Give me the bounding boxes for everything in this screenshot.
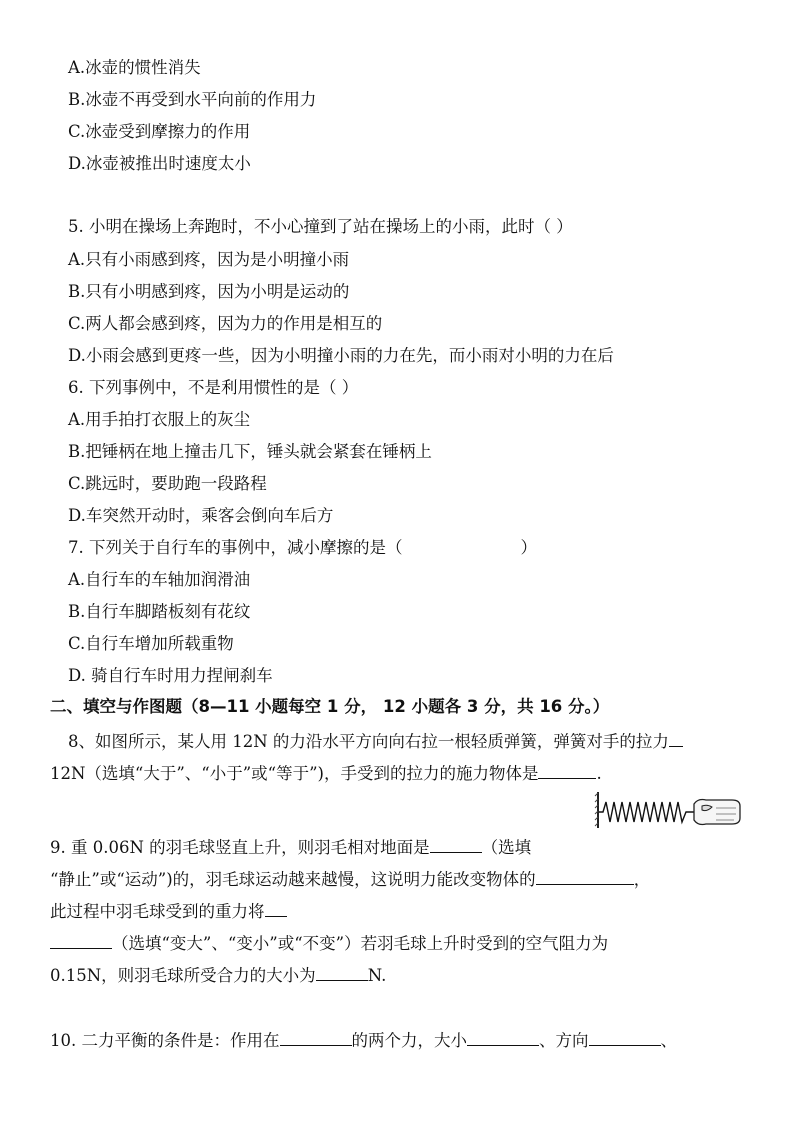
- q8-line-2-text: 12N（选填“大于”、“小于”或“等于”)，手受到的拉力的施力物体是: [50, 764, 539, 783]
- q9-blank-4[interactable]: [316, 964, 368, 981]
- q5-stem: 5. 小明在操场上奔跑时，不小心撞到了站在操场上的小雨，此时（ ）: [68, 217, 573, 236]
- q9-blank-3a[interactable]: [265, 900, 287, 917]
- q9-line-2-text: “静止”或“运动”)的，羽毛球运动越来越慢，这说明力能改变物体的: [50, 870, 536, 889]
- q4-option-b: B.冰壶不再受到水平向前的作用力: [68, 90, 317, 109]
- q6-stem: 6. 下列事例中，不是利用惯性的是（ ）: [68, 378, 359, 397]
- q9-blank-1[interactable]: [430, 836, 482, 853]
- q9-line-2-end: ，: [633, 870, 651, 889]
- q6-option-d: D.车突然开动时，乘客会倒向车后方: [68, 506, 334, 525]
- q5-option-b: B.只有小明感到疼，因为小明是运动的: [68, 282, 350, 301]
- q10-text-b: 的两个力，大小: [351, 1031, 467, 1050]
- q9-line-5-end: N.: [367, 966, 387, 985]
- q9-line-4-text: （选填“变大”、“变小”或“不变”）若羽毛球上升时受到的空气阻力为: [112, 934, 609, 953]
- q9-line-1: [50, 836, 531, 858]
- q8-blank-2[interactable]: [538, 762, 596, 779]
- q7-option-d: D. 骑自行车时用力捏闸刹车: [68, 666, 273, 685]
- q7-option-b: B.自行车脚踏板刻有花纹: [68, 602, 251, 621]
- q9-line-3: [50, 900, 287, 922]
- q5-option-d: D.小雨会感到更疼一些，因为小明撞小雨的力在先，而小雨对小明的力在后: [68, 346, 614, 365]
- q9-line-3-text: 此过程中羽毛球受到的重力将: [50, 902, 265, 921]
- q7-option-a: A.自行车的车轴加润滑油: [68, 570, 251, 589]
- q10-blank-3[interactable]: [589, 1029, 661, 1046]
- q9-blank-3b[interactable]: [50, 932, 112, 949]
- q7-stem-prefix: 7. 下列关于自行车的事例中，减小摩擦的是（: [68, 538, 403, 557]
- q6-option-b: B.把锤柄在地上撞击几下，锤头就会紧套在锤柄上: [68, 442, 432, 461]
- hand-icon: [694, 800, 740, 825]
- q10-blank-1[interactable]: [280, 1029, 352, 1046]
- q9-line-5-text: 0.15N，则羽毛球所受合力的大小为: [50, 966, 316, 985]
- q9-line-2: [50, 868, 650, 890]
- q10-blank-2[interactable]: [467, 1029, 539, 1046]
- q4-option-c: C.冰壶受到摩擦力的作用: [68, 122, 251, 141]
- q9-line-1-text: 9. 重 0.06N 的羽毛球竖直上升，则羽毛相对地面是: [50, 838, 430, 857]
- q8-line-1: [68, 730, 683, 752]
- q4-option-a: A.冰壶的惯性消失: [68, 58, 201, 77]
- q6-option-c: C.跳远时，要助跑一段路程: [68, 474, 267, 493]
- q9-line-4: [50, 932, 608, 954]
- wall-icon: [595, 792, 598, 828]
- q9-line-5: [50, 964, 386, 986]
- q8-line-2-end: .: [596, 764, 602, 783]
- q9-line-1-end: （选填: [481, 838, 532, 857]
- q7-stem: [68, 538, 537, 558]
- q6-option-a: A.用手拍打衣服上的灰尘: [68, 410, 251, 429]
- q8-blank-1[interactable]: [669, 730, 683, 747]
- q7-stem-suffix: ）: [520, 538, 537, 557]
- q7-option-c: C.自行车增加所载重物: [68, 634, 234, 653]
- section-2-heading: 二、填空与作图题（8—11 小题每空 1 分， 12 小题各 3 分，共 16 分。）: [50, 697, 610, 716]
- q10-text-c: 、方向: [539, 1031, 589, 1050]
- q9-blank-2[interactable]: [536, 868, 634, 885]
- q5-option-c: C.两人都会感到疼，因为力的作用是相互的: [68, 314, 383, 333]
- q4-option-d: D.冰壶被推出时速度太小: [68, 154, 251, 173]
- q10-text-a: 10. 二力平衡的条件是：作用在: [50, 1031, 280, 1050]
- spring-coil-icon: [599, 802, 698, 822]
- spring-hand-figure: [594, 790, 742, 830]
- q8-line-1-text: 8、如图所示，某人用 12N 的力沿水平方向向右拉一根轻质弹簧，弹簧对手的拉力: [68, 732, 669, 751]
- q10-text-d: 、: [660, 1031, 677, 1050]
- q8-line-2: [50, 762, 602, 784]
- q5-option-a: A.只有小雨感到疼，因为是小明撞小雨: [68, 250, 350, 269]
- q10-line-1: [50, 1029, 677, 1051]
